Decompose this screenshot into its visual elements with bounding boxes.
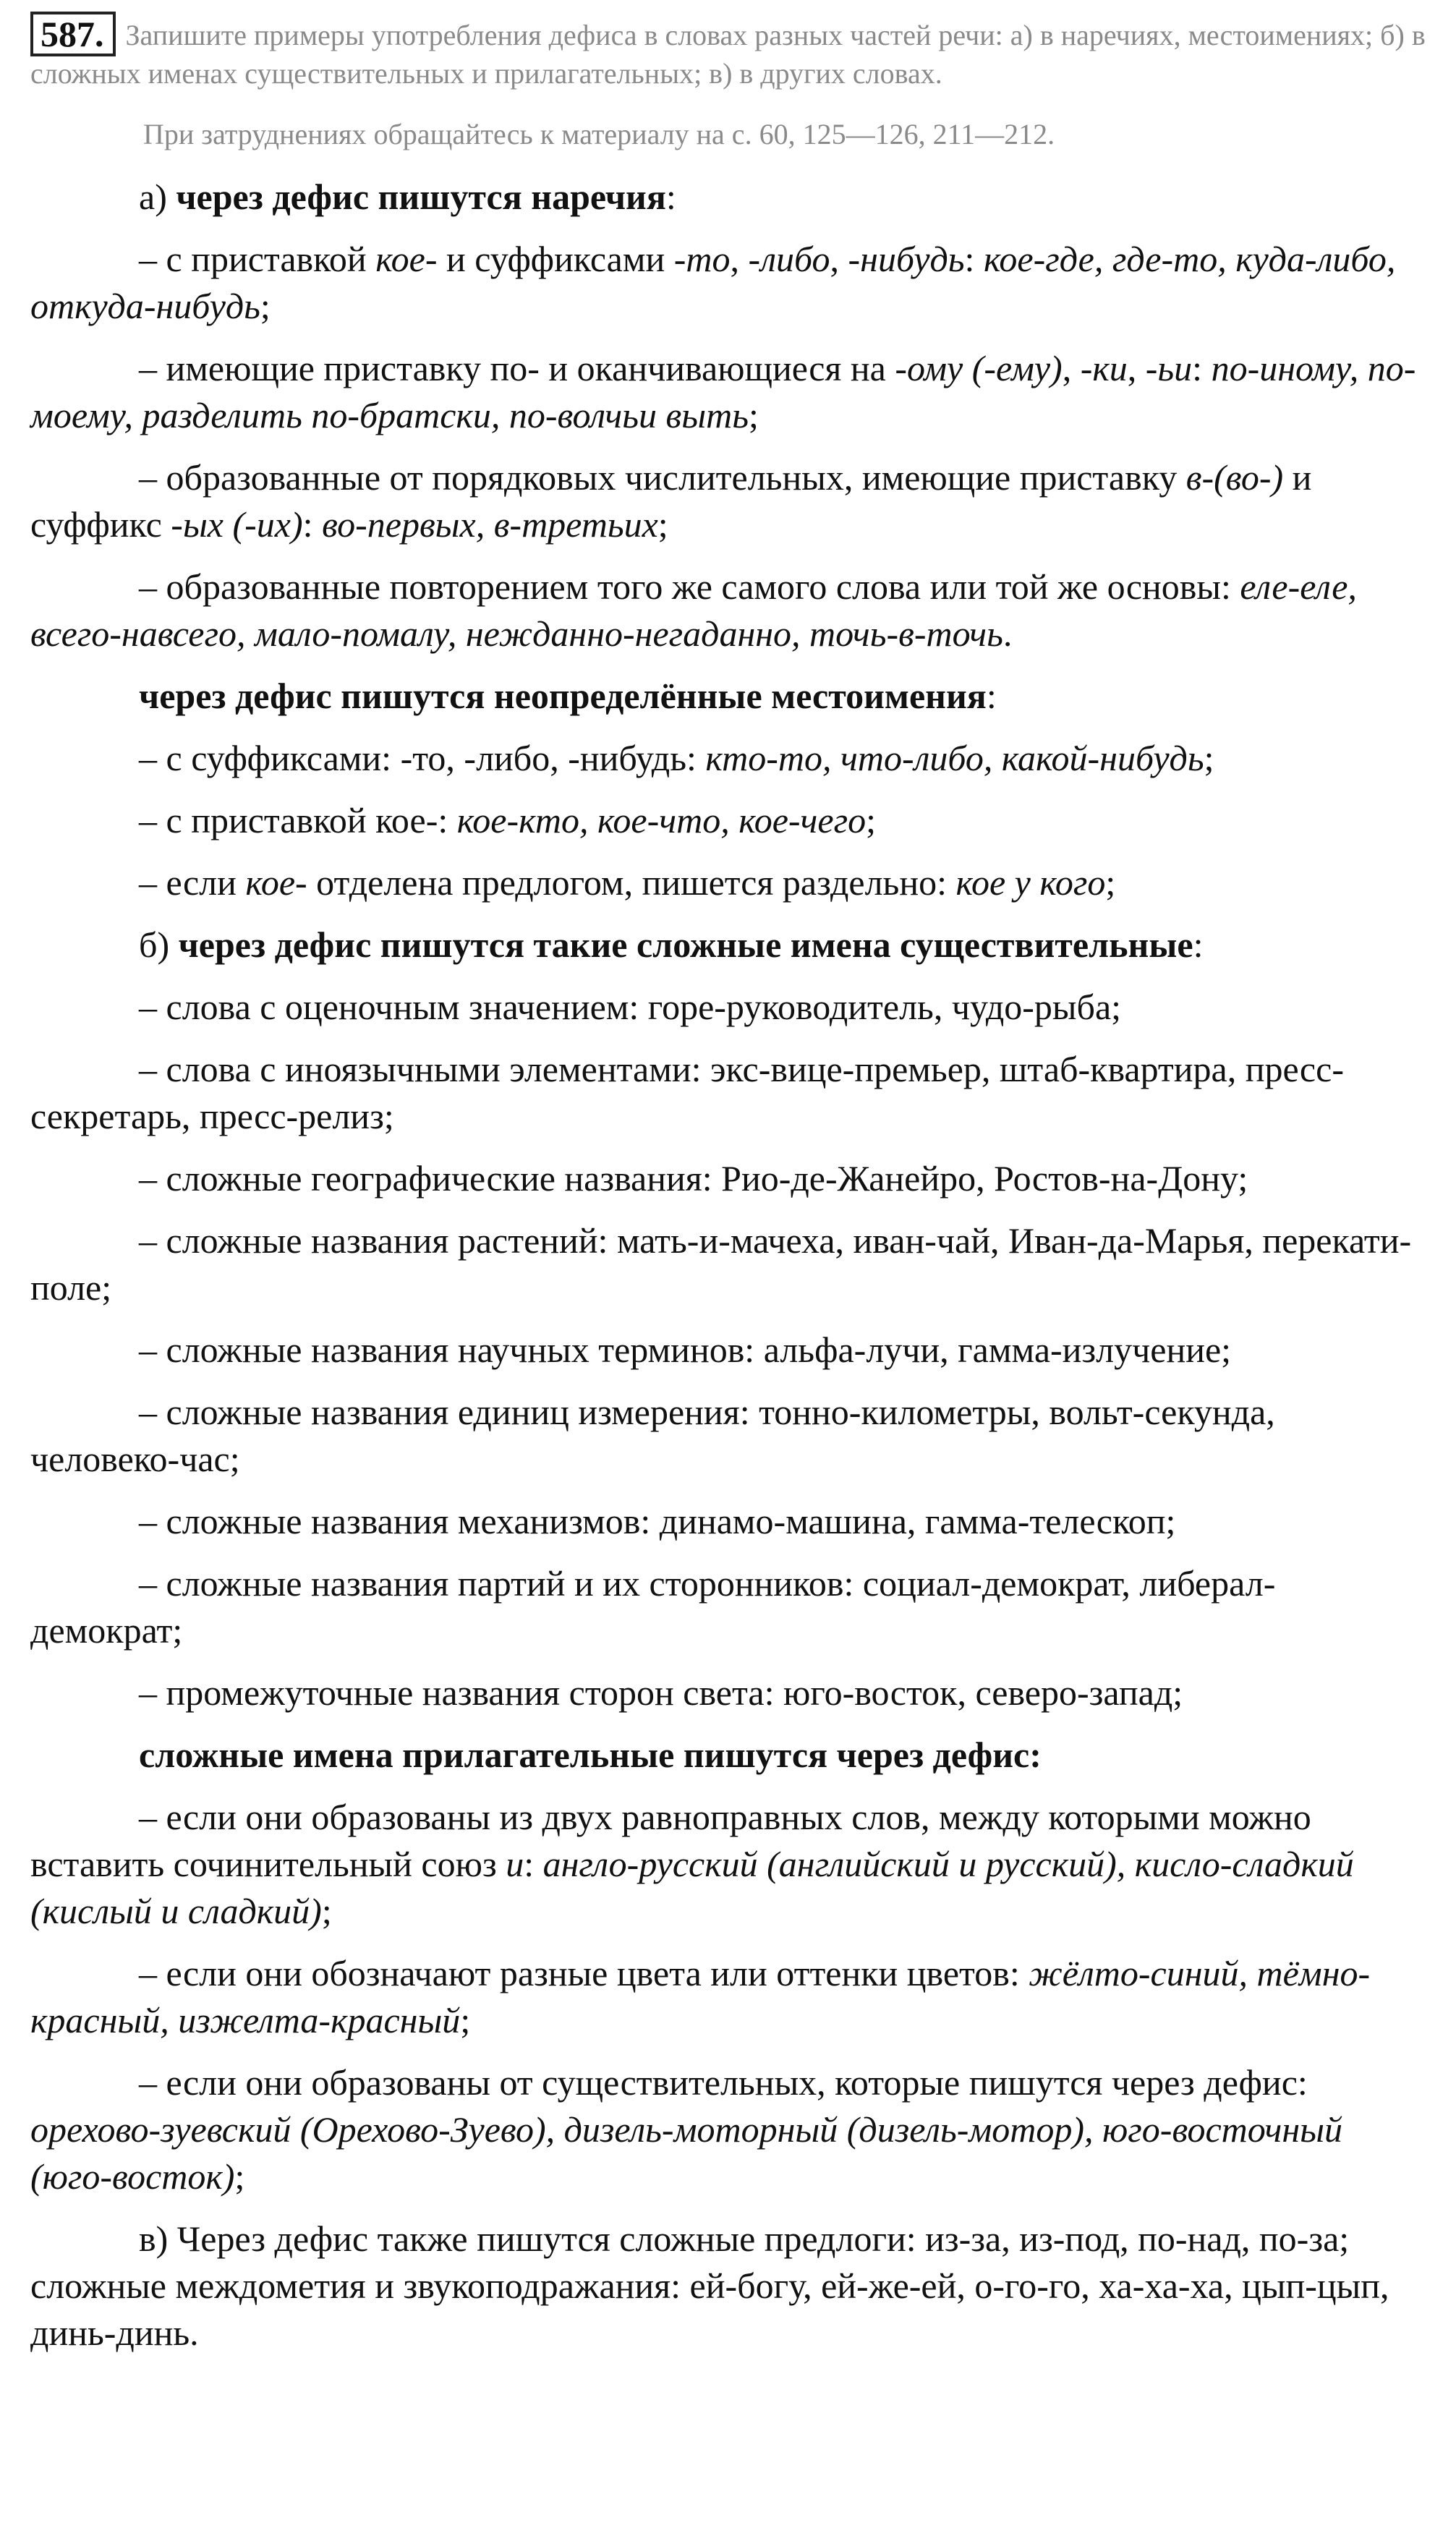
text-run: ;	[748, 395, 759, 435]
italic-example: орехово-зуевский (Орехово-Зуево), дизель-моторный (дизель-мотор), юго-восточный (юго-восток)	[30, 2109, 1343, 2197]
bold-text: через дефис пишутся неопределённые местоимения	[139, 676, 987, 716]
answer-paragraph	[30, 1794, 1426, 1935]
text-run: :	[524, 1844, 543, 1884]
answer-paragraph	[30, 797, 1426, 844]
answer-paragraph	[30, 2216, 1426, 2357]
italic-example: кое-где, где-то, куда-либо, откуда-нибудь	[30, 239, 1396, 326]
italic-example: ки	[1092, 348, 1128, 388]
text-run: – если	[139, 862, 246, 903]
italic-example: кое-	[245, 862, 307, 903]
task-text: Запишите примеры употребления дефиса в словах разных частей речи: а) в наречиях, местоимениях; б) в сложных именах существительных и прилагательных; в) в других словах.	[30, 19, 1426, 90]
text-run: , -	[1127, 348, 1158, 388]
italic-example: еле-еле, всего-навсего, мало-помалу, нежданно-негаданно, точь-в-точь	[30, 566, 1357, 654]
answer-paragraph	[30, 345, 1426, 439]
text-run: .	[1002, 613, 1013, 654]
italic-example: жёлто-синий, тёмно-красный, изжелта-красный	[30, 1953, 1371, 2040]
text-run: и суффикс	[30, 457, 1312, 545]
italic-example: кое у кого	[955, 862, 1106, 903]
text-run: ;	[460, 2000, 471, 2040]
answer-body	[30, 174, 1426, 2357]
text-run: ;	[260, 286, 271, 326]
italic-example: кое-	[375, 239, 438, 279]
answer-paragraph	[30, 563, 1426, 657]
task-hint: При затруднениях обращайтесь к материалу на с. 60, 125—126, 211—212.	[143, 118, 1055, 150]
text-run: и суффиксами -	[437, 239, 686, 279]
bold-text: сложные имена прилагательные пишутся через дефис:	[139, 1735, 1042, 1775]
italic-example: -ых (-их)	[171, 504, 303, 545]
text-run: , -	[730, 239, 761, 279]
answer-paragraph	[30, 1389, 1426, 1483]
italic-example: нибудь	[860, 239, 965, 279]
text-run: ;	[866, 800, 877, 840]
text-run: :	[1193, 924, 1204, 965]
text-run: – слова с оценочным значением: горе-руководитель, чудо-рыба;	[139, 987, 1122, 1027]
text-run: , -	[1062, 348, 1093, 388]
answer-paragraph	[30, 1498, 1426, 1545]
text-run: – с приставкой	[139, 239, 376, 279]
italic-example: по-иному, по-моему, разделить по-братски, по-волчьи выть	[30, 348, 1416, 435]
italic-example: и	[506, 1844, 524, 1884]
answer-paragraph	[30, 859, 1426, 906]
text-run: :	[665, 176, 676, 217]
italic-example: -ому (-ему)	[895, 348, 1063, 388]
text-run: в) Через дефис также пишутся сложные предлоги: из-за, из-под, по-над, по-за; сложные междометия и звукоподражания: ей-богу, ей-же-ей, о-го-го, ха-ха-ха, цып-цып, динь-динь.	[30, 2218, 1389, 2353]
answer-paragraph	[30, 1950, 1426, 2044]
italic-example: либо	[760, 239, 830, 279]
answer-paragraph	[30, 2059, 1426, 2200]
text-run: – сложные географические названия: Рио-де-Жанейро, Ростов-на-Дону;	[139, 1158, 1248, 1199]
italic-example: кое-кто, кое-что, кое-чего	[456, 800, 867, 840]
answer-paragraph	[30, 174, 1426, 221]
text-run: ;	[321, 1891, 332, 1931]
text-run: – сложные названия растений: мать-и-мачеха, иван-чай, Иван-да-Марья, перекати-поле;	[30, 1220, 1412, 1308]
text-run: – с приставкой кое-:	[139, 800, 457, 840]
text-run: – сложные названия механизмов: динамо-машина, гамма-телескоп;	[139, 1501, 1176, 1541]
italic-example: ьи	[1157, 348, 1193, 388]
bold-text: через дефис пишутся наречия	[176, 176, 666, 217]
text-run: :	[1192, 348, 1212, 388]
text-run: б)	[139, 924, 179, 965]
italic-example: во-первых, в-третьих	[322, 504, 658, 545]
text-run: ;	[1204, 738, 1214, 778]
task-statement	[30, 12, 1426, 91]
italic-example: то	[686, 239, 731, 279]
answer-paragraph	[30, 236, 1426, 330]
text-run: а)	[139, 176, 176, 217]
text-run: :	[302, 504, 323, 545]
text-run: – образованные от порядковых числительных, имеющие приставку	[139, 457, 1186, 498]
text-run: , -	[830, 239, 861, 279]
answer-paragraph	[30, 673, 1426, 720]
answer-paragraph	[30, 1217, 1426, 1311]
text-run: ;	[234, 2156, 245, 2197]
text-run: – если они обозначают разные цвета или оттенки цветов:	[139, 1953, 1029, 1993]
text-run: – сложные названия партий и их сторонников: социал-демократ, либерал-демократ;	[30, 1563, 1276, 1651]
bold-text: через дефис пишутся такие сложные имена существительные	[178, 924, 1193, 965]
text-run: – слова с иноязычными элементами: экс-вице-премьер, штаб-квартира, пресс-секретарь, пресс-релиз;	[30, 1049, 1344, 1136]
answer-paragraph	[30, 922, 1426, 969]
text-run: – образованные повторением того же самого слова или той же основы:	[139, 566, 1240, 607]
text-run: – сложные названия единиц измерения: тонно-километры, вольт-секунда, человеко-час;	[30, 1392, 1275, 1479]
text-run: – с суффиксами: -то, -либо, -нибудь:	[139, 738, 706, 778]
text-run: :	[986, 676, 997, 716]
text-run: ;	[657, 504, 668, 545]
text-run: отделена предлогом, пишется раздельно:	[307, 862, 956, 903]
answer-paragraph	[30, 454, 1426, 548]
answer-paragraph	[30, 1560, 1426, 1654]
answer-paragraph	[30, 1046, 1426, 1140]
text-run: – имеющие приставку по- и оканчивающиеся на	[139, 348, 895, 388]
text-run: – сложные названия научных терминов: альфа-лучи, гамма-излучение;	[139, 1329, 1232, 1370]
italic-example: в-(во-)	[1185, 457, 1284, 498]
answer-paragraph	[30, 1669, 1426, 1716]
text-run: – если они образованы из двух равноправных слов, между которыми можно вставить сочинительный союз	[30, 1797, 1311, 1884]
answer-paragraph	[30, 1732, 1426, 1779]
italic-example: кто-то, что-либо, какой-нибудь	[705, 738, 1204, 778]
answer-paragraph	[30, 1327, 1426, 1374]
answer-paragraph	[30, 735, 1426, 782]
text-run: :	[964, 239, 984, 279]
task-number-badge: 587.	[30, 12, 116, 56]
answer-paragraph	[30, 1155, 1426, 1202]
answer-paragraph	[30, 984, 1426, 1031]
italic-example: англо-русский (английский и русский), кисло-сладкий (кислый и сладкий)	[30, 1844, 1354, 1931]
text-run: – промежуточные названия сторон света: юго-восток, северо-запад;	[139, 1672, 1183, 1713]
text-run: ;	[1105, 862, 1116, 903]
text-run: – если они образованы от существительных, которые пишутся через дефис:	[139, 2062, 1308, 2103]
